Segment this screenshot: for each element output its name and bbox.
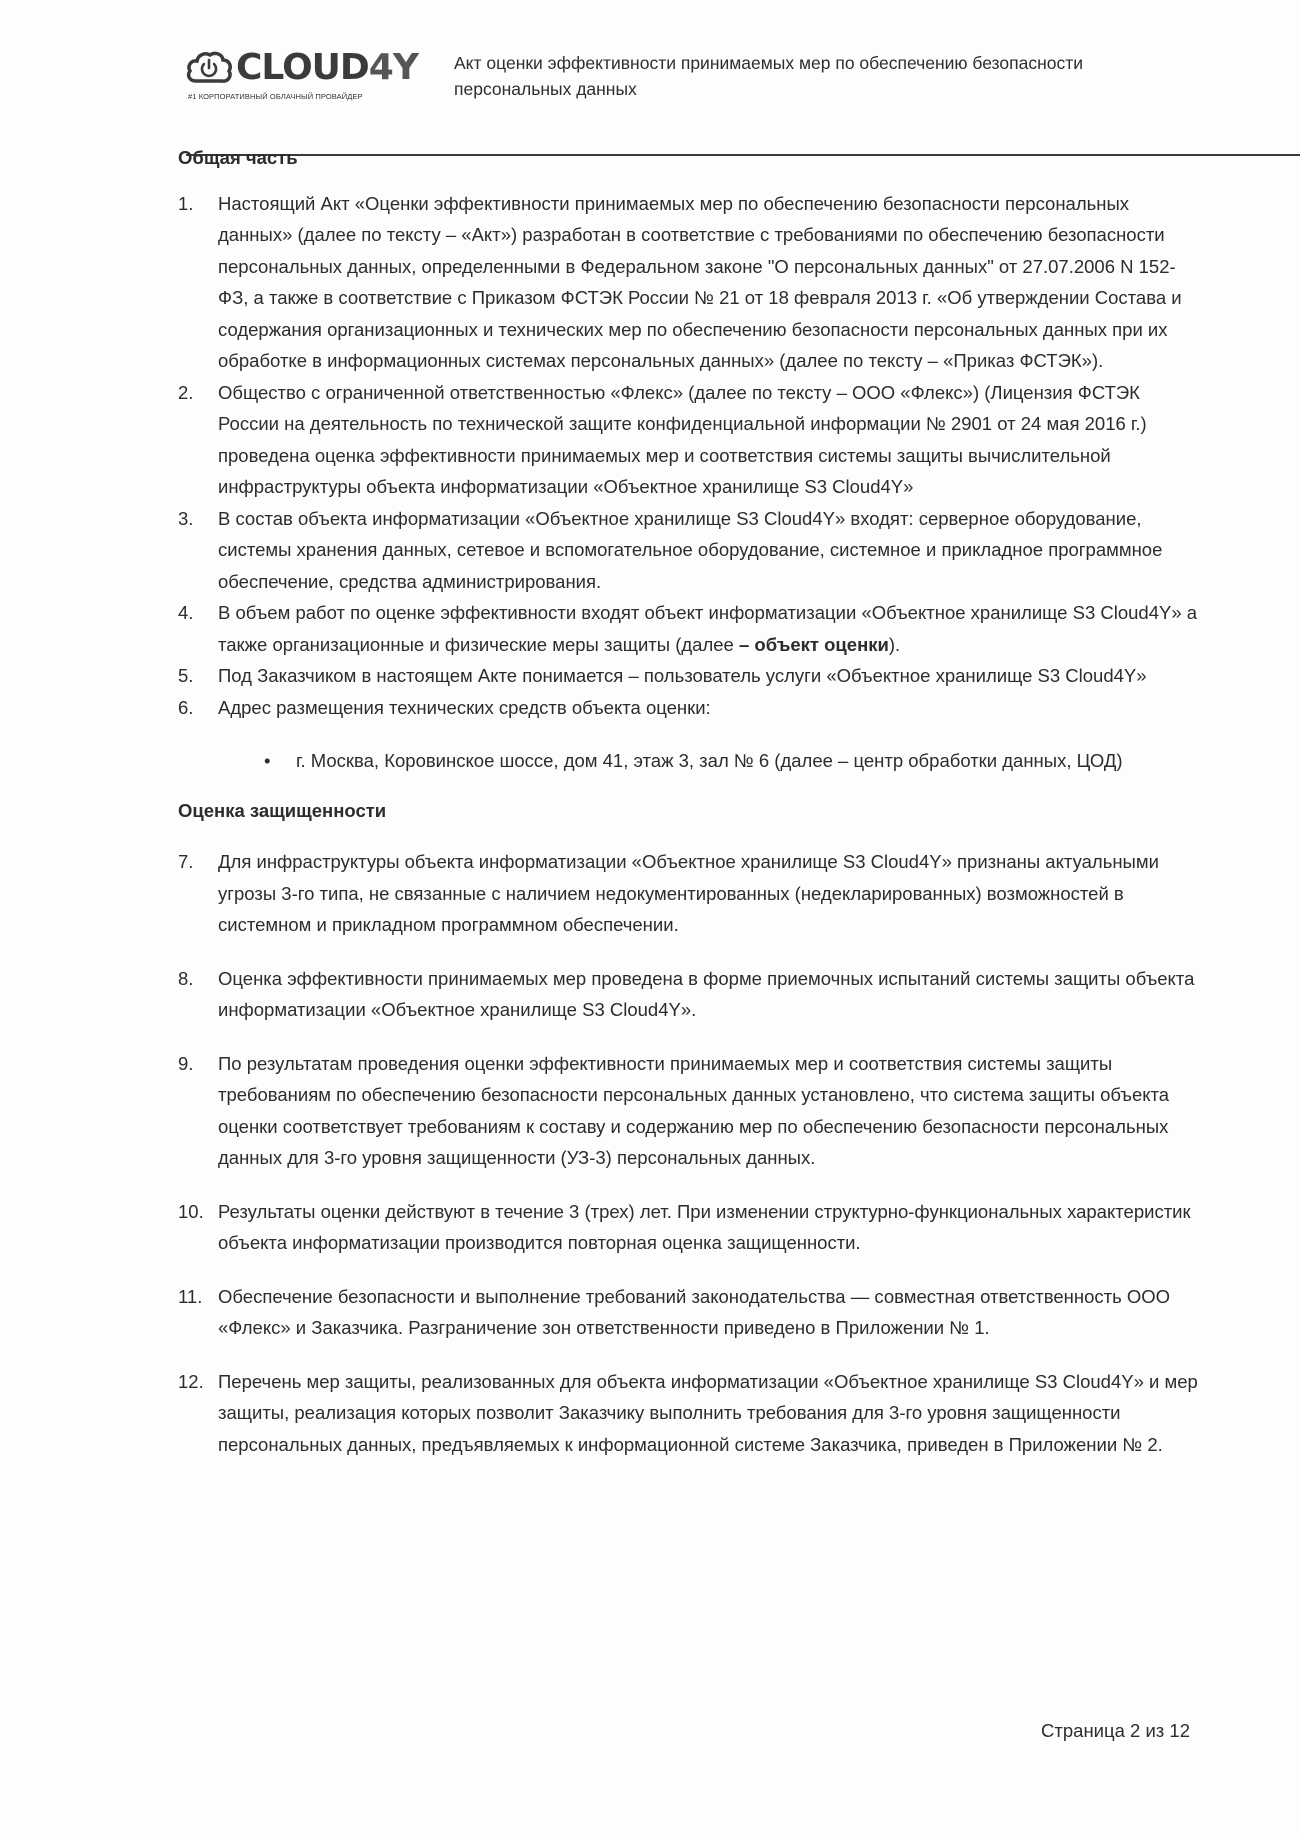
item-text: Обеспечение безопасности и выполнение требований законодательства — совместная ответственность ООО «Флекс» и Заказчика. Разграничение зон ответственности приведено в Приложении № 1. xyxy=(218,1285,1171,1338)
list-item xyxy=(178,1281,1198,1344)
item-text: Под Заказчиком в настоящем Акте понимается – пользователь услуги «Объектное хранилище S3 Cloud4Y» xyxy=(218,665,1147,686)
address-bullet-list xyxy=(178,745,1198,777)
bullet-icon: • xyxy=(264,750,271,771)
page-header xyxy=(176,44,1198,112)
bullet-text: г. Москва, Коровинское шоссе, дом 41, этаж 3, зал № 6 (далее – центр обработки данных, ЦОД) xyxy=(296,750,1123,771)
item-text: В состав объекта информатизации «Объектное хранилище S3 Cloud4Y» входят: серверное оборудование, системы хранения данных, сетевое и вспомогательное оборудование, системное и прикладное программное обеспечение, средства администрирования. xyxy=(218,507,1163,592)
document-header-title: Акт оценки эффективности принимаемых мер по обеспечению безопасности персональных данных xyxy=(454,53,1084,99)
section-title-general: Общая часть xyxy=(178,147,298,168)
document-body xyxy=(178,142,1198,1460)
item-text: Для инфраструктуры объекта информатизации «Объектное хранилище S3 Cloud4Y» признаны актуальными угрозы 3-го типа, не связанные с наличием недокументированных (недекларированных) возможностей в системном и прикладном программном обеспечении. xyxy=(218,851,1159,935)
item-text-part: В объем работ по оценке эффективности входят объект информатизации «Объектное хранилище S3 Cloud4Y» а также организационные и физические меры защиты (далее xyxy=(218,602,1198,655)
item-text: Перечень мер защиты, реализованных для объекта информатизации «Объектное хранилище S3 Cloud4Y» и мер защиты, реализация которых позволит Заказчику выполнить требования для 3-го уровня защищенности персональных данных, предъявляемых к информационной системе Заказчика, приведен в Приложении № 2. xyxy=(218,1370,1198,1455)
item-number: 2. xyxy=(178,381,194,403)
assessment-list xyxy=(178,846,1198,1460)
item-number: 12. xyxy=(178,1370,204,1392)
list-item xyxy=(178,597,1198,660)
cloud-power-icon xyxy=(186,51,232,85)
item-text: Адрес размещения технических средств объекта оценки: xyxy=(218,696,711,718)
item-number: 7. xyxy=(178,851,194,872)
list-item xyxy=(178,1196,1198,1259)
list-item xyxy=(178,1366,1198,1461)
item-text: Общество с ограниченной ответственностью «Флекс» (далее по тексту – ООО «Флекс») (Лицензия ФСТЭК России на деятельность по технической защите конфиденциальной информации № 2901 от 24 мая 2016 г.) проведена оценка эффективности принимаемых мер и соответствия системы защиты вычислительной инфраструктуры объекта информатизации «Объектное хранилище S3 Cloud4Y» xyxy=(218,381,1147,497)
item-number: 5. xyxy=(178,665,194,686)
item-text: Оценка эффективности принимаемых мер проведена в форме приемочных испытаний системы защиты объекта информатизации «Объектное хранилище S3 Cloud4Y». xyxy=(218,967,1195,1020)
logo-brand: CLOUD xyxy=(236,47,369,88)
item-number: 9. xyxy=(178,1052,194,1074)
item-text: Настоящий Акт «Оценки эффективности принимаемых мер по обеспечению безопасности персональных данных» (далее по тексту – «Акт») разработан в соответствие с требованиями по обеспечению безопасности персональных данных, определенными в Федеральном законе "О персональных данных" от 27.07.2006 N 152-ФЗ, а также в соответствие с Приказом ФСТЭК России № 21 от 18 февраля 2013 г. «Об утверждении Состава и содержания организационных и технических мер по обеспечению безопасности персональных данных при их обработке в информационных системах персональных данных» (далее по тексту – «Приказ ФСТЭК»). xyxy=(218,192,1182,371)
item-number: 8. xyxy=(178,967,194,989)
item-text: Результаты оценки действуют в течение 3 (трех) лет. При изменении структурно-функциональных характеристик объекта информатизации производится повторная оценка защищенности. xyxy=(218,1200,1191,1253)
logo-wordmark xyxy=(236,48,418,88)
logo-tagline: #1 КОРПОРАТИВНЫЙ ОБЛАЧНЫЙ ПРОВАЙДЕР xyxy=(188,92,363,101)
general-list xyxy=(178,188,1198,724)
item-number: 11. xyxy=(178,1285,203,1307)
section-title-assessment: Оценка защищенности xyxy=(178,799,387,821)
item-text-part: ). xyxy=(888,633,901,655)
item-text-bold: – объект оценки xyxy=(738,633,889,655)
item-number: 4. xyxy=(178,602,194,623)
list-item xyxy=(178,963,1198,1026)
logo-brand-accent: 4Y xyxy=(368,47,418,88)
item-number: 3. xyxy=(178,507,194,529)
list-item xyxy=(178,846,1198,941)
list-item xyxy=(178,692,1198,724)
item-number: 6. xyxy=(178,696,194,718)
list-item xyxy=(178,377,1198,503)
bullet-item xyxy=(178,745,1198,777)
list-item xyxy=(178,660,1198,692)
list-item xyxy=(178,1048,1198,1174)
list-item xyxy=(178,503,1198,598)
list-item xyxy=(178,188,1198,377)
item-number: 10. xyxy=(178,1200,204,1222)
item-number: 1. xyxy=(178,192,194,214)
item-text: По результатам проведения оценки эффективности принимаемых мер и соответствия системы защиты требованиям по обеспечению безопасности персональных данных установлено, что система защиты объекта оценки соответствует требованиям к составу и содержанию мер по обеспечению безопасности персональных данных для 3-го уровня защищенности (УЗ-3) персональных данных. xyxy=(218,1052,1170,1168)
item-text xyxy=(218,602,1197,655)
page-number: Страница 2 из 12 xyxy=(1041,1720,1190,1741)
company-logo xyxy=(186,48,436,112)
